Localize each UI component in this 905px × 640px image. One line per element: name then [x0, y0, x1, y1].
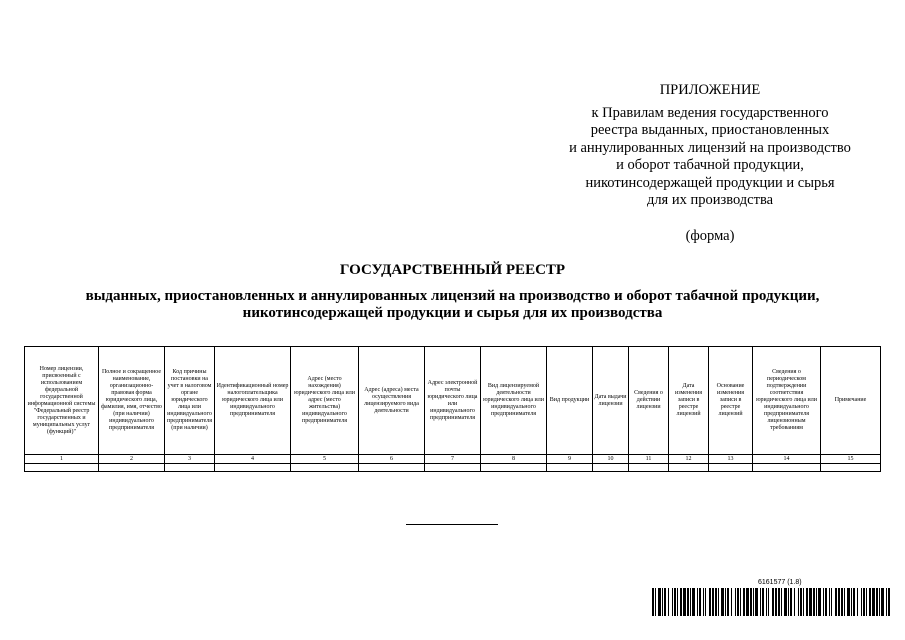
barcode-bar [803, 588, 804, 616]
barcode-bar [851, 588, 852, 616]
barcode-bar [718, 588, 719, 616]
appendix-line: никотинсодержащей продукции и сырья [585, 174, 835, 191]
barcode-bar [709, 588, 711, 616]
barcode-bar [876, 588, 878, 616]
empty-cell [821, 464, 881, 472]
barcode-bar [847, 588, 850, 616]
barcode-bar [737, 588, 739, 616]
subtitle-line: никотинсодержащей продукции и сырья для их производства [242, 305, 663, 321]
barcode-bar [809, 588, 812, 616]
empty-cell [291, 464, 359, 472]
barcode-bar [715, 588, 717, 616]
barcode-bar [658, 588, 661, 616]
barcode-bar [838, 588, 840, 616]
barcode-bar [818, 588, 821, 616]
column-header: Сведения о периодическом подтверждении соответствия юридического лица или индивидуального предпринимателя лицензионным требованиям [753, 347, 821, 455]
table-empty-row [25, 464, 881, 472]
appendix-title: ПРИЛОЖЕНИЕ [659, 82, 761, 98]
barcode-bar [788, 588, 789, 616]
empty-cell [165, 464, 215, 472]
barcode-bar [692, 588, 695, 616]
barcode-bar [841, 588, 843, 616]
registry-table [24, 346, 881, 472]
barcode-bar [886, 588, 887, 616]
barcode-bar [790, 588, 792, 616]
barcode-bar [705, 588, 706, 616]
column-number: 3 [165, 455, 215, 464]
appendix-line: к Правилам ведения государственного [591, 104, 829, 121]
barcode-bar [823, 588, 824, 616]
column-number: 15 [821, 455, 881, 464]
barcode-bar [861, 588, 862, 616]
appendix-line: реестра выданных, приостановленных [590, 122, 830, 138]
column-header: Дата выдачи лицензии [593, 347, 629, 455]
barcode [652, 588, 892, 616]
column-number: 14 [753, 455, 821, 464]
barcode-bar [664, 588, 666, 616]
empty-cell [547, 464, 593, 472]
barcode-bar [825, 588, 827, 616]
barcode-bar [881, 588, 884, 616]
table-header-row [25, 347, 881, 455]
barcode-bar [746, 588, 749, 616]
barcode-bar [781, 588, 782, 616]
column-number: 2 [99, 455, 165, 464]
empty-cell [593, 464, 629, 472]
column-number: 5 [291, 455, 359, 464]
empty-cell [709, 464, 753, 472]
column-number-row [25, 455, 881, 464]
barcode-bar [703, 588, 704, 616]
barcode-bar [778, 588, 780, 616]
barcode-bar [835, 588, 837, 616]
document-title: ГОСУДАРСТВЕННЫЙ РЕЕСТР [339, 262, 566, 278]
column-header: Полное и сокращенное наименование, организационно-правовая форма юридического лица, фамилия, имя, отчество (при наличии) индивидуального предпринимателя [99, 347, 165, 455]
barcode-bar [677, 588, 678, 616]
column-header: Примечание [821, 347, 881, 455]
empty-cell [753, 464, 821, 472]
column-number: 9 [547, 455, 593, 464]
barcode-bar [680, 588, 682, 616]
barcode-bar [683, 588, 686, 616]
barcode-bar [888, 588, 890, 616]
barcode-bar [766, 588, 767, 616]
column-header: Идентификационный номер налогоплательщика юридического лица или индивидуального предпринимателя [215, 347, 291, 455]
empty-cell [629, 464, 669, 472]
column-header: Вид продукции [547, 347, 593, 455]
column-number: 8 [481, 455, 547, 464]
column-header: Сведения о действии лицензии [629, 347, 669, 455]
column-number: 4 [215, 455, 291, 464]
empty-cell [359, 464, 425, 472]
barcode-bar [712, 588, 714, 616]
column-header: Адрес (адреса) места осуществления лицензируемого вида деятельности [359, 347, 425, 455]
barcode-bar [662, 588, 663, 616]
barcode-bar [798, 588, 799, 616]
empty-cell [25, 464, 99, 472]
barcode-bar [687, 588, 689, 616]
subtitle-line: выданных, приостановленных и аннулированных лицензий на производство и оборот табачной продукции, [85, 288, 820, 304]
barcode-bar [721, 588, 724, 616]
barcode-bar [762, 588, 764, 616]
barcode-bar [863, 588, 865, 616]
column-header: Дата изменения записи в реестре лицензий [669, 347, 709, 455]
barcode-bar [813, 588, 815, 616]
column-header: Основание изменения записи в реестре лицензий [709, 347, 753, 455]
barcode-bar [829, 588, 830, 616]
column-number: 12 [669, 455, 709, 464]
column-number: 11 [629, 455, 669, 464]
barcode-bar [879, 588, 880, 616]
separator-line [406, 524, 498, 525]
barcode-bar [750, 588, 752, 616]
barcode-bar [775, 588, 777, 616]
barcode-bar [772, 588, 774, 616]
barcode-bar [699, 588, 701, 616]
column-number: 1 [25, 455, 99, 464]
barcode-bar [853, 588, 855, 616]
barcode-bar [768, 588, 769, 616]
column-number: 13 [709, 455, 753, 464]
column-header: Адрес (место нахождения) юридического лица или адрес (место жительства) индивидуального предпринимателя [291, 347, 359, 455]
column-header: Номер лицензии, присвоенный с использованием федеральной государственной информационной системы "Федеральный реестр государственных и муниципальных услуг (функций)" [25, 347, 99, 455]
barcode-bar [784, 588, 787, 616]
barcode-bar [857, 588, 858, 616]
barcode-bar [753, 588, 754, 616]
barcode-bar [652, 588, 654, 616]
barcode-bar [800, 588, 802, 616]
barcode-number: 6161577 (1.8) [758, 579, 802, 586]
empty-cell [481, 464, 547, 472]
column-header: Вид лицензируемой деятельности юридического лица или индивидуального предпринимателя [481, 347, 547, 455]
barcode-bar [731, 588, 732, 616]
barcode-bar [690, 588, 691, 616]
barcode-bar [727, 588, 729, 616]
barcode-bar [672, 588, 673, 616]
barcode-bar [655, 588, 656, 616]
empty-cell [425, 464, 481, 472]
barcode-bar [816, 588, 817, 616]
barcode-bar [866, 588, 867, 616]
document-subtitle [40, 288, 865, 322]
appendix-block [540, 82, 880, 245]
appendix-line: для их производства [646, 192, 774, 208]
column-header: Адрес электронной почты юридического лица или индивидуального предпринимателя [425, 347, 481, 455]
barcode-bar [668, 588, 669, 616]
barcode-bar [831, 588, 832, 616]
barcode-bar [735, 588, 736, 616]
empty-cell [669, 464, 709, 472]
barcode-bar [740, 588, 741, 616]
empty-cell [215, 464, 291, 472]
barcode-bar [697, 588, 698, 616]
empty-cell [99, 464, 165, 472]
barcode-bar [794, 588, 795, 616]
appendix-line: и аннулированных лицензий на производство [569, 139, 851, 156]
barcode-bar [725, 588, 726, 616]
form-label: (форма) [685, 227, 735, 244]
barcode-bar [674, 588, 676, 616]
barcode-bar [760, 588, 761, 616]
barcode-bar [743, 588, 745, 616]
column-number: 10 [593, 455, 629, 464]
barcode-bar [872, 588, 875, 616]
barcode-bar [869, 588, 871, 616]
column-header: Код причины постановки на учет в налоговом органе юридического лица или индивидуального предпринимателя (при наличии) [165, 347, 215, 455]
column-number: 6 [359, 455, 425, 464]
barcode-bar [844, 588, 845, 616]
barcode-bar [806, 588, 808, 616]
barcode-bar [755, 588, 758, 616]
appendix-line: и оборот табачной продукции, [616, 157, 804, 173]
column-number: 7 [425, 455, 481, 464]
